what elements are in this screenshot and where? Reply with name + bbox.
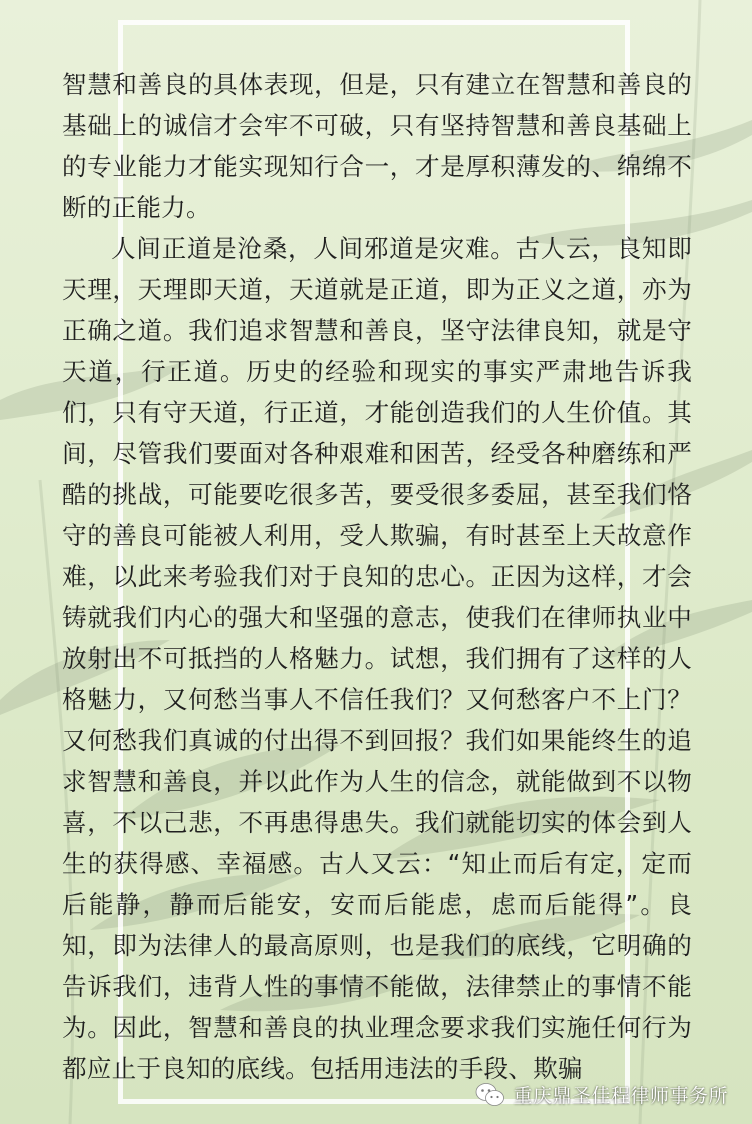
- wechat-icon: [475, 1082, 505, 1108]
- article-body: [62, 64, 692, 1089]
- article-paragraph-2: 人间正道是沧桑，人间邪道是灾难。古人云，良知即天理，天理即天道，天道就是正道，即为正义之道，亦为正确之道。我们追求智慧和善良，坚守法律良知，就是守天道，行正道。历史的经验和现实的事实严肃地告诉我们，只有守天道，行正道，才能创造我们的人生价值。其间，尽管我们要面对各种艰难和困苦，经受各种磨练和严酷的挑战，可能要吃很多苦，要受很多委屈，甚至我们恪守的善良可能被人利用，受人欺骗，有时甚至上天故意作难，以此来考验我们对于良知的忠心。正因为这样，才会铸就我们内心的强大和坚强的意志，使我们在律师执业中放射出不可抵挡的人格魅力。试想，我们拥有了这样的人格魅力，又何愁当事人不信任我们？又何愁客户不上门？又何愁我们真诚的付出得不到回报？我们如果能终生的追求智慧和善良，并以此作为人生的信念，就能做到不以物喜，不以己悲，不再患得患失。我们就能切实的体会到人生的获得感、幸福感。古人又云：“知止而后有定，定而后能静，静而后能安，安而后能虑，虑而后能得”。良知，即为法律人的最高原则，也是我们的底线，它明确的告诉我们，违背人性的事情不能做，法律禁止的事情不能为。因此，智慧和善良的执业理念要求我们实施任何行为都应止于良知的底线。包括用违法的手段、欺骗: [62, 234, 692, 1083]
- account-name: 重庆鼎圣佳程律师事务所: [513, 1085, 728, 1107]
- article-paragraph-1: 智慧和善良的具体表现，但是，只有建立在智慧和善良的基础上的诚信才会牢不可破，只有坚持智慧和善良基础上的专业能力才能实现知行合一，才是厚积薄发的、绵绵不断的正能力。: [62, 70, 692, 222]
- account-watermark: [475, 1081, 728, 1108]
